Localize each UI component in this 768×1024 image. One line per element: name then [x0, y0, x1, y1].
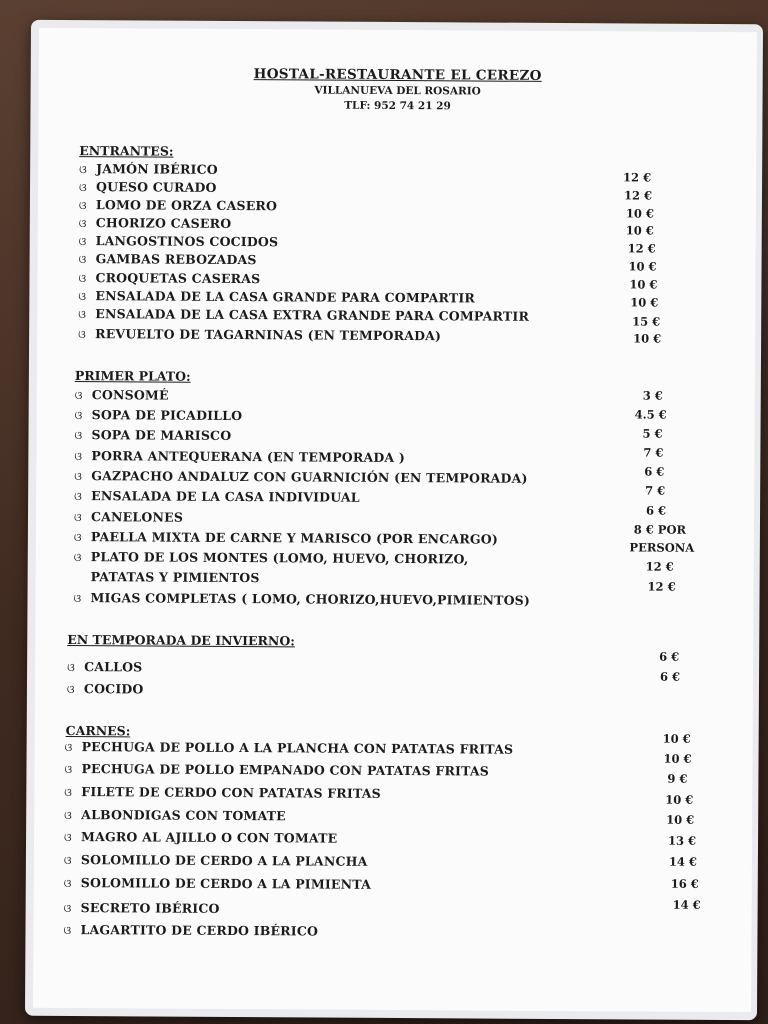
menu-price: 6 € [659, 669, 681, 684]
menu-price: 6 € [659, 649, 680, 664]
menu-price: 10 € [630, 295, 659, 310]
bullet-icon: ଓ [73, 592, 82, 606]
menu-item: ଓ SECRETO IBÉRICO [63, 900, 220, 916]
menu-price: PERSONA [629, 540, 695, 555]
menu-price: 10 € [625, 223, 654, 238]
menu-price: 10 € [662, 731, 691, 746]
restaurant-location: VILLANUEVA DEL ROSARIO [314, 84, 481, 98]
menu-price: 10 € [663, 751, 692, 766]
menu-price: 7 € [643, 445, 664, 460]
menu-item: ଓ PLATO DE LOS MONTES (LOMO, HUEVO, CHORIZO, [73, 549, 469, 567]
menu-price: 6 € [646, 503, 667, 518]
section-title-invierno: EN TEMPORADA DE INVIERNO: [67, 632, 295, 649]
menu-item: ଓ PECHUGA DE POLLO A LA PLANCHA CON PATATAS FRITAS [64, 739, 514, 757]
menu-item: ଓ ENSALADA DE LA CASA GRANDE PARA COMPARTIR [78, 288, 476, 306]
bullet-icon: ଓ [66, 682, 75, 697]
menu-item: ଓ JAMÓN IBÉRICO [79, 161, 218, 177]
bullet-icon: ଓ [78, 235, 87, 249]
menu-item: ଓ SOLOMILLO DE CERDO A LA PIMIENTA [63, 875, 372, 892]
bullet-icon: ଓ [67, 660, 75, 675]
menu-item: ଓ SOPA DE MARISCO [74, 427, 232, 443]
menu-item: ଓ SOLOMILLO DE CERDO A LA PLANCHA [63, 852, 368, 869]
menu-price: 12 € [645, 559, 674, 574]
menu-item: ଓ FILETE DE CERDO CON PATATAS FRITAS [64, 784, 381, 801]
bullet-icon: ଓ [74, 490, 82, 504]
bullet-icon: ଓ [78, 290, 87, 304]
bullet-icon: ଓ [78, 253, 87, 267]
menu-price: 3 € [642, 388, 663, 403]
bullet-icon: ଓ [74, 450, 83, 464]
bullet-icon: ଓ [64, 762, 73, 777]
bullet-icon: ଓ [78, 199, 87, 213]
menu-price: 8 € POR [633, 522, 687, 537]
menu-item: ଓ MAGRO AL AJILLO O CON TOMATE [64, 829, 338, 846]
menu-price: 14 € [672, 897, 701, 912]
bullet-icon: ଓ [79, 163, 87, 177]
menu-item: ଓ QUESO CURADO [78, 179, 217, 195]
menu-price: 10 € [628, 259, 657, 274]
bullet-icon: ଓ [63, 853, 72, 868]
bullet-icon: ଓ [74, 470, 83, 484]
bullet-icon: ଓ [74, 409, 83, 423]
menu-item: ଓ CANELONES [73, 509, 184, 525]
bullet-icon: ଓ [64, 830, 72, 845]
menu-item: ଓ ALBONDIGAS CON TOMATE [64, 807, 286, 824]
bullet-icon: ଓ [63, 923, 72, 938]
menu-item: ଓ LOMO DE ORZA CASERO [78, 197, 278, 214]
menu-price: 12 € [623, 188, 653, 203]
menu-item: ଓ CALLOS [67, 659, 143, 675]
bullet-icon: ଓ [73, 551, 82, 565]
bullet-icon: ଓ [78, 328, 86, 342]
menu-price: 13 € [667, 833, 697, 848]
bullet-icon: ଓ [74, 429, 83, 443]
menu-item: ଓ GAMBAS REBOZADAS [78, 251, 257, 268]
menu-item: ଓ GAZPACHO ANDALUZ CON GUARNICIÓN (EN TEMPORADA) [74, 468, 528, 486]
menu-price: 10 € [625, 206, 654, 221]
bullet-icon: ଓ [63, 876, 72, 891]
menu-item: ଓ LAGARTITO DE CERDO IBÉRICO [63, 922, 319, 939]
section-title-entrantes: ENTRANTES: [79, 143, 174, 159]
menu-price: 7 € [645, 483, 666, 498]
bullet-icon: ଓ [74, 389, 83, 403]
menu-price: 9 € [667, 771, 688, 786]
bullet-icon: ଓ [78, 181, 87, 195]
restaurant-name: HOSTAL-RESTAURANTE EL CEREZO [253, 66, 542, 84]
bullet-icon: ଓ [63, 901, 72, 916]
menu-price: 15 € [632, 314, 661, 329]
menu-item: ଓ CHORIZO CASERO [78, 215, 232, 231]
menu-item: ଓ CONSOMÉ [74, 387, 169, 403]
bullet-icon: ଓ [73, 511, 82, 525]
menu-price: 4.5 € [634, 407, 667, 422]
bullet-icon: ଓ [78, 217, 87, 231]
menu-price: 10 € [633, 331, 662, 346]
bullet-icon: ଓ [64, 740, 73, 755]
menu-sheet [33, 28, 757, 1012]
menu-price: 16 € [670, 876, 699, 891]
bullet-icon: ଓ [78, 272, 87, 286]
menu-item: ଓ PORRA ANTEQUERANA (EN TEMPORADA ) [74, 448, 406, 466]
section-title-carnes: CARNES: [65, 722, 131, 739]
menu-item: ଓ MIGAS COMPLETAS ( LOMO, CHORIZO,HUEVO,PIMIENTOS) [73, 590, 531, 608]
section-title-primer-plato: PRIMER PLATO: [74, 368, 191, 384]
menu-item: ଓ SOPA DE PICADILLO [74, 407, 243, 424]
menu-price: 5 € [642, 426, 663, 441]
menu-price: 12 € [623, 170, 652, 185]
menu-item: ଓ LANGOSTINOS COCIDOS [78, 233, 279, 250]
menu-price: 10 € [665, 792, 694, 807]
menu-price: 12 € [647, 579, 676, 594]
menu-item: ଓ COCIDO [66, 681, 144, 697]
menu-item: ଓ ENSALADA DE LA CASA INDIVIDUAL [74, 488, 360, 505]
menu-price: 6 € [644, 464, 665, 479]
bullet-icon: ଓ [64, 808, 73, 823]
menu-item-continuation: PATATAS Y PIMIENTOS [90, 569, 260, 586]
menu-item: ଓ ENSALADA DE LA CASA EXTRA GRANDE PARA COMPARTIR [78, 306, 530, 324]
menu-price: 14 € [668, 854, 697, 869]
menu-item: ଓ PAELLA MIXTA DE CARNE Y MARISCO (POR ENCARGO) [73, 529, 499, 547]
menu-item: ଓ CROQUETAS CASERAS [78, 270, 261, 287]
menu-price: 10 € [666, 812, 695, 827]
menu-price: 10 € [629, 277, 658, 292]
bullet-icon: ଓ [73, 531, 82, 545]
bullet-icon: ଓ [78, 308, 87, 322]
menu-item: ଓ REVUELTO DE TAGARNINAS (EN TEMPORADA) [78, 326, 442, 344]
menu-price: 12 € [627, 241, 656, 256]
bullet-icon: ଓ [64, 785, 73, 800]
menu-item: ଓ PECHUGA DE POLLO EMPANADO CON PATATAS FRITAS [64, 761, 490, 779]
restaurant-phone: TLF: 952 74 21 29 [344, 99, 451, 113]
